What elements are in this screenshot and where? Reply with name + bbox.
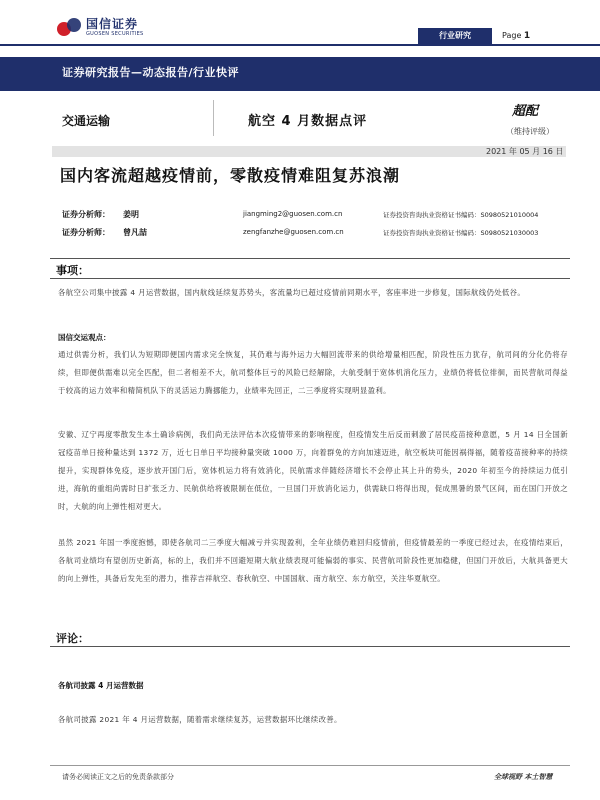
headline: 国内客流超越疫情前，零散疫情难阻复苏浪潮 bbox=[60, 166, 401, 185]
report-type-tag: 行业研究 bbox=[418, 28, 492, 44]
logo-mark-icon bbox=[56, 16, 82, 38]
header-right bbox=[418, 28, 580, 44]
viewpoint-paragraph: 虽然 2021 年国一季度抱憾，即使各航司二三季度大幅减亏并实现盈利，全年业绩仍难回归疫情前，但疫情最差的一季度已经过去，在疫情结束后，各航司业绩均有望创历史新高，标的上，我们并不回避短期大航业绩表现可能偏弱的事实、民营航司阶段性更加稳健，但国门开放后，大航具备更大的向上弹性，具备后发先至的潜力，推荐吉祥航空、春秋航空、中国国航、南方航空、东方航空，关注华夏航空。 bbox=[58, 538, 568, 583]
analyst-cert: 证券投资咨询执业资格证书编码：S0980521030003 bbox=[383, 229, 539, 237]
analyst-name: 曾凡喆 bbox=[123, 228, 147, 237]
comment-paragraph: 各航司披露 2021 年 4 月运营数据，随着需求继续复苏，运营数据环比继续改善。 bbox=[58, 715, 342, 724]
header-divider bbox=[0, 44, 600, 46]
event-paragraph: 各航空公司集中披露 4 月运营数据，国内航线延续复苏势头，客流量均已超过疫情前同期水平，客座率进一步修复，国际航线仍处低谷。 bbox=[58, 288, 526, 297]
page-label: Page bbox=[502, 31, 522, 40]
event-heading: 事项： bbox=[56, 264, 89, 277]
rating-note: （维持评级） bbox=[506, 127, 554, 136]
analyst-email[interactable]: jiangming2@guosen.com.cn bbox=[243, 210, 343, 218]
section-divider bbox=[50, 646, 570, 647]
viewpoint-heading: 国信交运观点： bbox=[58, 333, 111, 342]
footer-slogan: 全球视野 本土智慧 bbox=[494, 773, 553, 781]
analyst-label: 证券分析师： bbox=[62, 210, 110, 219]
viewpoint-paragraph: 通过供需分析，我们认为短期即便国内需求完全恢复，其仍难与海外运力大幅回流带来的供给增量相匹配，阶段性压力犹存，航司间的分化仍将存续，但即便供需难以完全匹配，但二者相差不大，航司整体巨亏的风险已经解除，大航受制于宽体机消化压力，业绩仍将低位徘徊，而民营航司得益于较高的运力效率和精简机队下的灵活运力腾挪能力，业绩率先回正，二三季度将实现明显盈利。 bbox=[58, 350, 568, 395]
vertical-divider bbox=[213, 100, 214, 136]
comment-subheading: 各航司披露 4 月运营数据 bbox=[58, 681, 144, 690]
sector-name: 交通运输 bbox=[62, 114, 111, 128]
analyst-email[interactable]: zengfanzhe@guosen.com.cn bbox=[243, 228, 344, 236]
footer-divider bbox=[50, 765, 570, 766]
rating: 超配 bbox=[512, 104, 539, 119]
footer-disclaimer: 请务必阅读正文之后的免责条款部分 bbox=[62, 773, 174, 781]
page-number: 1 bbox=[523, 31, 531, 41]
report-date: 2021 年 05 月 16 日 bbox=[486, 147, 564, 156]
comment-heading: 评论： bbox=[56, 632, 89, 645]
analyst-name: 姜明 bbox=[123, 210, 139, 219]
banner-text: 证券研究报告—动态报告/行业快评 bbox=[62, 66, 240, 79]
section-divider bbox=[50, 278, 570, 279]
page-indicator bbox=[502, 28, 530, 44]
company-logo bbox=[56, 14, 176, 42]
viewpoint-paragraph: 安徽、辽宁再度零散发生本土确诊病例，我们尚无法评估本次疫情带来的影响程度，但疫情发生后反而刺激了居民疫苗接种意愿，5 月 14 日全国新冠疫苗单日接种量达到 1372 万，近七日单日平均接种量突破 1000 万，向着群免的方向加速迈进，航空板块可能因祸得福，随着疫苗接种率的持续提升，实现群体免疫，逐步放开国门后，宽体机运力将有效消化，民航需求伴随经济增长不会停止其上升的势头，2020 年初至今的持续运力低引进，海航的重组尚需时日扩张乏力、民航供给将被限制在低位，一旦国门开放消化运力，供需缺口将得出现，促成黑暑的景气区间，而在国门开放之时，大航的向上弹性相对更大。 bbox=[58, 430, 568, 511]
logo-name-cn: 国信证券 bbox=[86, 17, 139, 31]
section-divider bbox=[50, 258, 570, 259]
report-title: 航空 4 月数据点评 bbox=[248, 114, 368, 129]
analyst-label: 证券分析师： bbox=[62, 228, 110, 237]
analyst-cert: 证券投资咨询执业资格证书编码：S0980521010004 bbox=[383, 211, 539, 219]
logo-name-en: GUOSEN SECURITIES bbox=[86, 31, 144, 37]
